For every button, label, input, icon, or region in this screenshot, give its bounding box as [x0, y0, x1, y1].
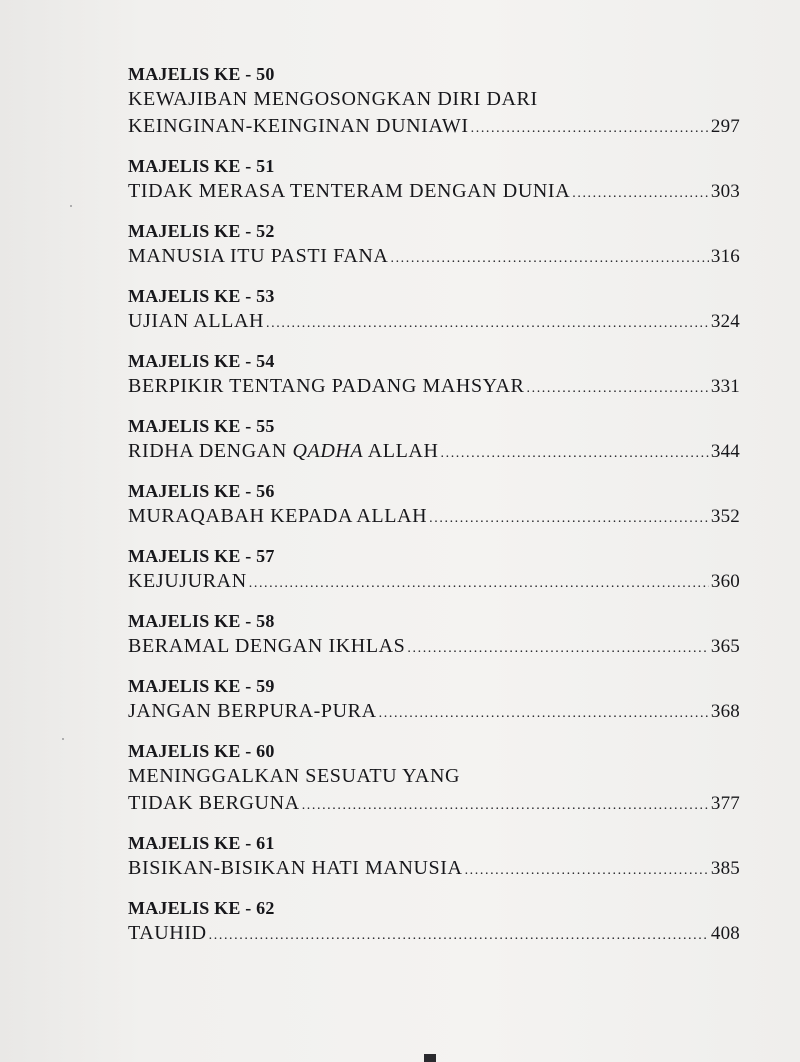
page-number: 377 [710, 793, 740, 814]
entry-title-line-with-page [128, 113, 740, 142]
entry-title-text: BISIKAN-BISIKAN HATI MANUSIA [128, 857, 463, 879]
page-number: 368 [710, 701, 740, 722]
toc-entry [128, 896, 740, 949]
dot-leader [249, 570, 709, 597]
entry-title-text: KEINGINAN-KEINGINAN DUNIAWI [128, 115, 469, 137]
page-number: 324 [710, 311, 740, 332]
dot-leader [390, 245, 708, 272]
dot-leader [465, 857, 709, 884]
paper-speck [70, 205, 72, 207]
page-number: 352 [710, 506, 740, 527]
dot-leader [266, 310, 709, 337]
entry-title-line-with-page [128, 373, 740, 402]
toc-entry [128, 479, 740, 532]
footer-mark [424, 1054, 436, 1062]
paper-speck [62, 738, 64, 740]
chapter-label: MAJELIS KE - 50 [128, 64, 275, 84]
page-number: 303 [710, 181, 740, 202]
entry-title-line-with-page [128, 633, 740, 662]
page-number: 408 [710, 923, 740, 944]
page-number: 297 [710, 116, 740, 137]
entry-title-text: KEJUJURAN [128, 570, 247, 592]
chapter-label: MAJELIS KE - 60 [128, 741, 275, 761]
page-number: 316 [710, 246, 740, 267]
entry-title-text: TIDAK MERASA TENTERAM DENGAN DUNIA [128, 180, 571, 202]
dot-leader [379, 700, 709, 727]
entry-title-line-with-page [128, 920, 740, 949]
page-number: 344 [710, 441, 740, 462]
entry-title-line [128, 763, 740, 790]
chapter-label: MAJELIS KE - 54 [128, 351, 275, 371]
entry-title-text: MENINGGALKAN SESUATU YANG [128, 765, 461, 787]
chapter-label: MAJELIS KE - 59 [128, 676, 275, 696]
dot-leader [572, 180, 709, 207]
chapter-label: MAJELIS KE - 55 [128, 416, 275, 436]
page-number: 360 [710, 571, 740, 592]
chapter-label: MAJELIS KE - 56 [128, 481, 275, 501]
entry-title-text: TIDAK BERGUNA [128, 792, 300, 814]
page-number: 385 [710, 858, 740, 879]
entry-title-line-with-page [128, 855, 740, 884]
toc-entry [128, 609, 740, 662]
toc-entry [128, 62, 740, 142]
toc-entry [128, 414, 740, 467]
entry-title-line-with-page [128, 568, 740, 597]
dot-leader [302, 792, 709, 819]
entry-title-line-with-page [128, 308, 740, 337]
entry-title-text: BERPIKIR TENTANG PADANG MAHSYAR [128, 375, 525, 397]
entry-title-text: KEWAJIBAN MENGOSONGKAN DIRI DARI [128, 88, 538, 110]
entry-title-text: UJIAN ALLAH [128, 310, 265, 332]
dot-leader [471, 115, 709, 142]
toc-entry [128, 831, 740, 884]
chapter-label: MAJELIS KE - 51 [128, 156, 275, 176]
chapter-label: MAJELIS KE - 57 [128, 546, 275, 566]
entry-title-text: TAUHID [128, 922, 207, 944]
title-part: RIDHA DENGAN [128, 440, 293, 462]
entry-title-line-with-page [128, 178, 740, 207]
title-italic-part: QADHA [292, 440, 364, 462]
dot-leader [527, 375, 709, 402]
entry-title-text: MANUSIA ITU PASTI FANA [128, 245, 389, 267]
chapter-label: MAJELIS KE - 62 [128, 898, 275, 918]
entry-title-line-with-page [128, 790, 740, 819]
toc-entry [128, 154, 740, 207]
entry-title-text: MURAQABAH KEPADA ALLAH [128, 505, 428, 527]
dot-leader [429, 505, 709, 532]
entry-title-line-with-page [128, 698, 740, 727]
toc-entry [128, 284, 740, 337]
chapter-label: MAJELIS KE - 58 [128, 611, 275, 631]
toc-entry [128, 674, 740, 727]
chapter-label: MAJELIS KE - 52 [128, 221, 275, 241]
table-of-contents [128, 62, 740, 961]
toc-entry [128, 349, 740, 402]
chapter-label: MAJELIS KE - 53 [128, 286, 275, 306]
entry-title-line-with-page [128, 503, 740, 532]
entry-title-line-with-page [128, 243, 740, 272]
entry-title-line-with-page [128, 438, 740, 467]
page-number: 365 [710, 636, 740, 657]
title-part: ALLAH [363, 440, 439, 462]
dot-leader [407, 635, 708, 662]
toc-entry [128, 544, 740, 597]
entry-title-line [128, 86, 740, 113]
entry-title-text: BERAMAL DENGAN IKHLAS [128, 635, 406, 657]
dot-leader [441, 440, 709, 467]
entry-title-text [128, 438, 439, 465]
chapter-label: MAJELIS KE - 61 [128, 833, 275, 853]
toc-entry [128, 739, 740, 819]
entry-title-text: JANGAN BERPURA-PURA [128, 700, 377, 722]
toc-entry [128, 219, 740, 272]
page-number: 331 [710, 376, 740, 397]
dot-leader [209, 922, 709, 949]
